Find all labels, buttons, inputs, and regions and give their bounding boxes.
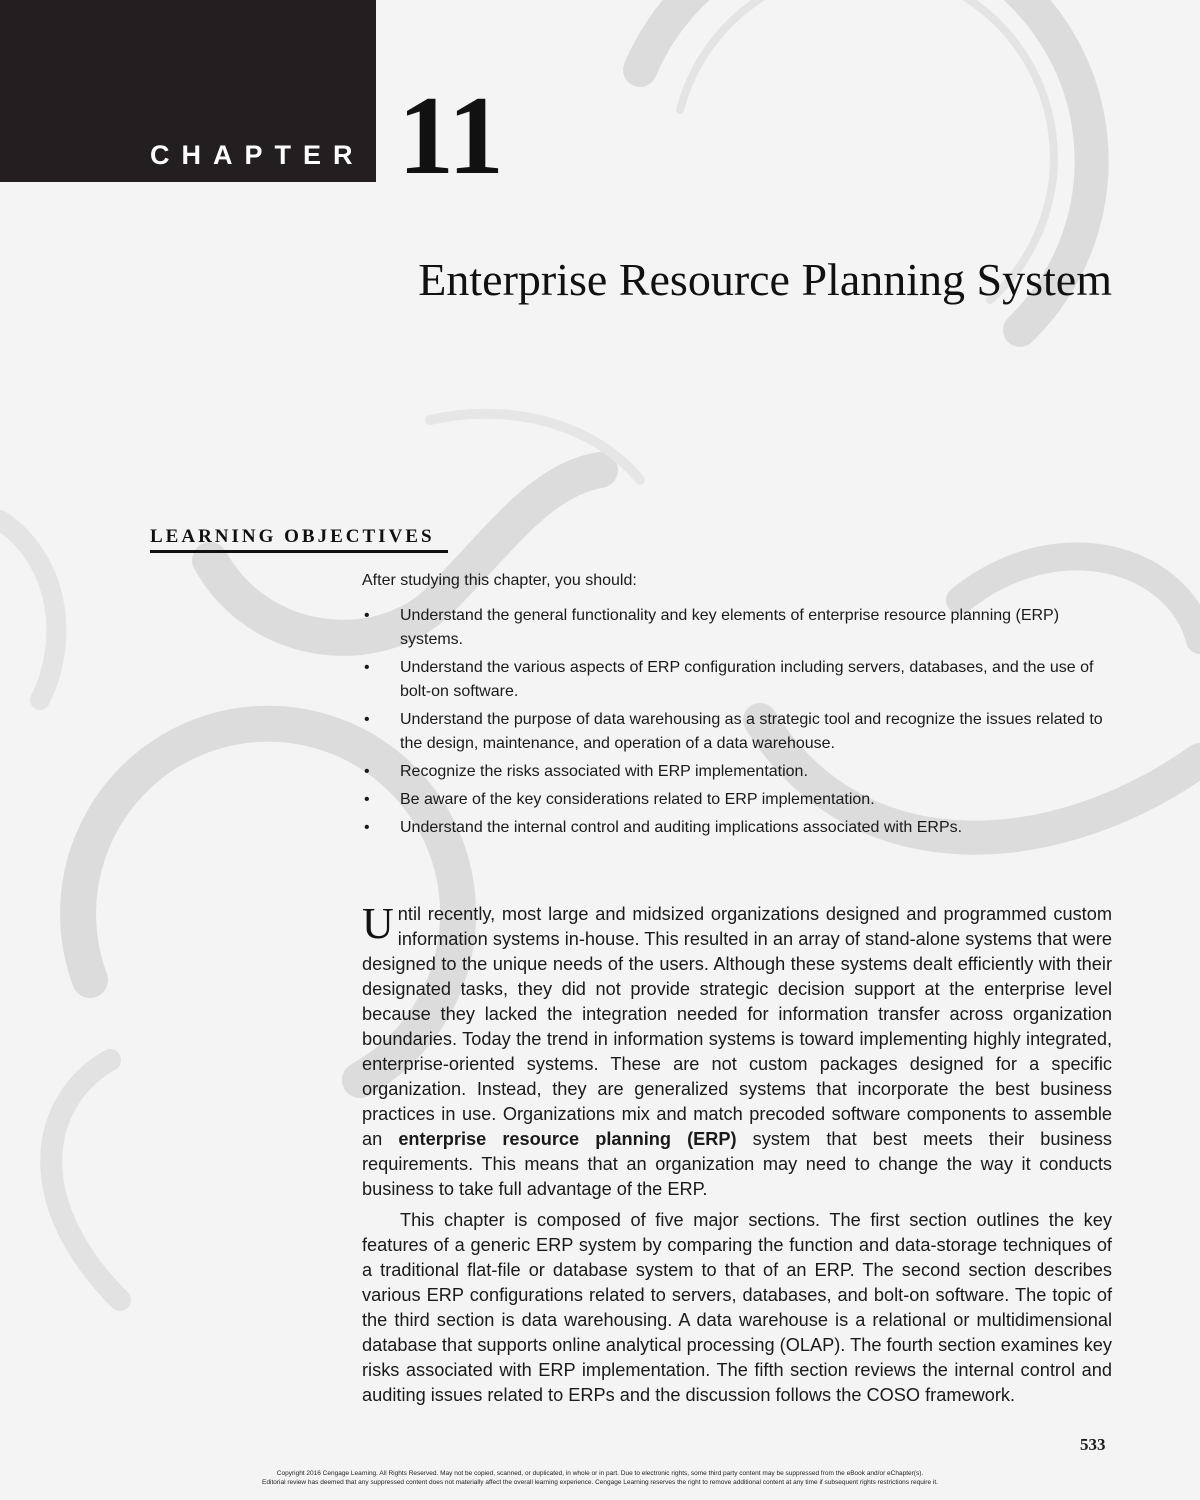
learning-objectives-intro: After studying this chapter, you should: — [362, 572, 637, 589]
learning-objectives-list — [362, 604, 1104, 844]
list-item-text: Understand the internal control and auditing implications associated with ERPs. — [400, 819, 963, 836]
copyright-notice — [0, 1469, 1200, 1487]
key-term: enterprise resource planning (ERP) — [398, 1129, 737, 1149]
body-text — [362, 899, 1112, 1408]
paragraph-text: system that best meets their business requirements. This means that an organization may need to change the way it conducts business to take full advantage of the ERP. — [362, 1129, 1112, 1199]
bullet-icon: • — [364, 711, 370, 728]
bullet-icon: • — [364, 607, 370, 624]
list-item — [362, 816, 1104, 840]
intro-paragraph — [362, 899, 1112, 1202]
page-number: 533 — [1080, 1435, 1106, 1454]
list-item-text: Understand the various aspects of ERP configuration including servers, databases, and the use of bolt-on software. — [400, 659, 1094, 700]
chapter-banner — [0, 0, 376, 182]
list-item — [362, 788, 1104, 812]
bullet-icon: • — [364, 659, 370, 676]
copyright-line: Editorial review has deemed that any suppressed content does not materially affect the overall learning experience. Cengage Learning reserves the right to remove additional content at any time if subsequent rights restrictions require it. — [262, 1479, 938, 1486]
paragraph-text: ntil recently, most large and midsized organizations designed and programmed custom information systems in-house. This resulted in an array of stand-alone systems that were designed to the unique needs of the users. Although these systems dealt efficiently with their designated tasks, they did not provide strategic decision support at the enterprise level because they lacked the integration needed for information transfer across organization boundaries. Today the trend in information systems is toward implementing highly integrated, enterprise-oriented systems. These are not custom packages designed for a specific organization. Instead, they are generalized systems that incorporate the best business practices in use. Organizations mix and match precoded software components to assemble an — [362, 904, 1112, 1149]
list-item-text: Recognize the risks associated with ERP implementation. — [400, 763, 808, 780]
heading-rule — [150, 550, 448, 553]
drop-cap: U — [362, 899, 394, 948]
bullet-icon: • — [364, 791, 370, 808]
list-item — [362, 656, 1104, 704]
list-item — [362, 708, 1104, 756]
bullet-icon: • — [364, 763, 370, 780]
overview-paragraph: This chapter is composed of five major sections. The first section outlines the key features of a generic ERP system by comparing the function and data-storage techniques of a traditional flat-file or database system to that of an ERP. The second section describes various ERP configurations related to servers, databases, and bolt-on software. The topic of the third section is data warehousing. A data warehouse is a relational or multidimensional database that supports online analytical processing (OLAP). The fourth section examines key risks associated with ERP implementation. The fifth section reviews the internal control and auditing issues related to ERPs and the discussion follows the COSO framework. — [362, 1210, 1112, 1405]
list-item — [362, 604, 1104, 652]
chapter-label: CHAPTER — [150, 140, 365, 170]
list-item — [362, 760, 1104, 784]
list-item-text: Understand the purpose of data warehousing as a strategic tool and recognize the issues related to the design, maintenance, and operation of a data warehouse. — [400, 711, 1103, 752]
list-item-text: Be aware of the key considerations related to ERP implementation. — [400, 791, 875, 808]
chapter-number: 11 — [398, 74, 504, 198]
list-item-text: Understand the general functionality and key elements of enterprise resource planning (ERP) systems. — [400, 607, 1060, 648]
copyright-line: Copyright 2016 Cengage Learning. All Rights Reserved. May not be copied, scanned, or duplicated, in whole or in part. Due to electronic rights, some third party content may be suppressed from the eBook and/or eChapter(s). — [276, 1470, 924, 1477]
chapter-title: Enterprise Resource Planning System — [418, 254, 1112, 305]
bullet-icon: • — [364, 819, 370, 836]
learning-objectives-heading: LEARNING OBJECTIVES — [150, 526, 435, 547]
